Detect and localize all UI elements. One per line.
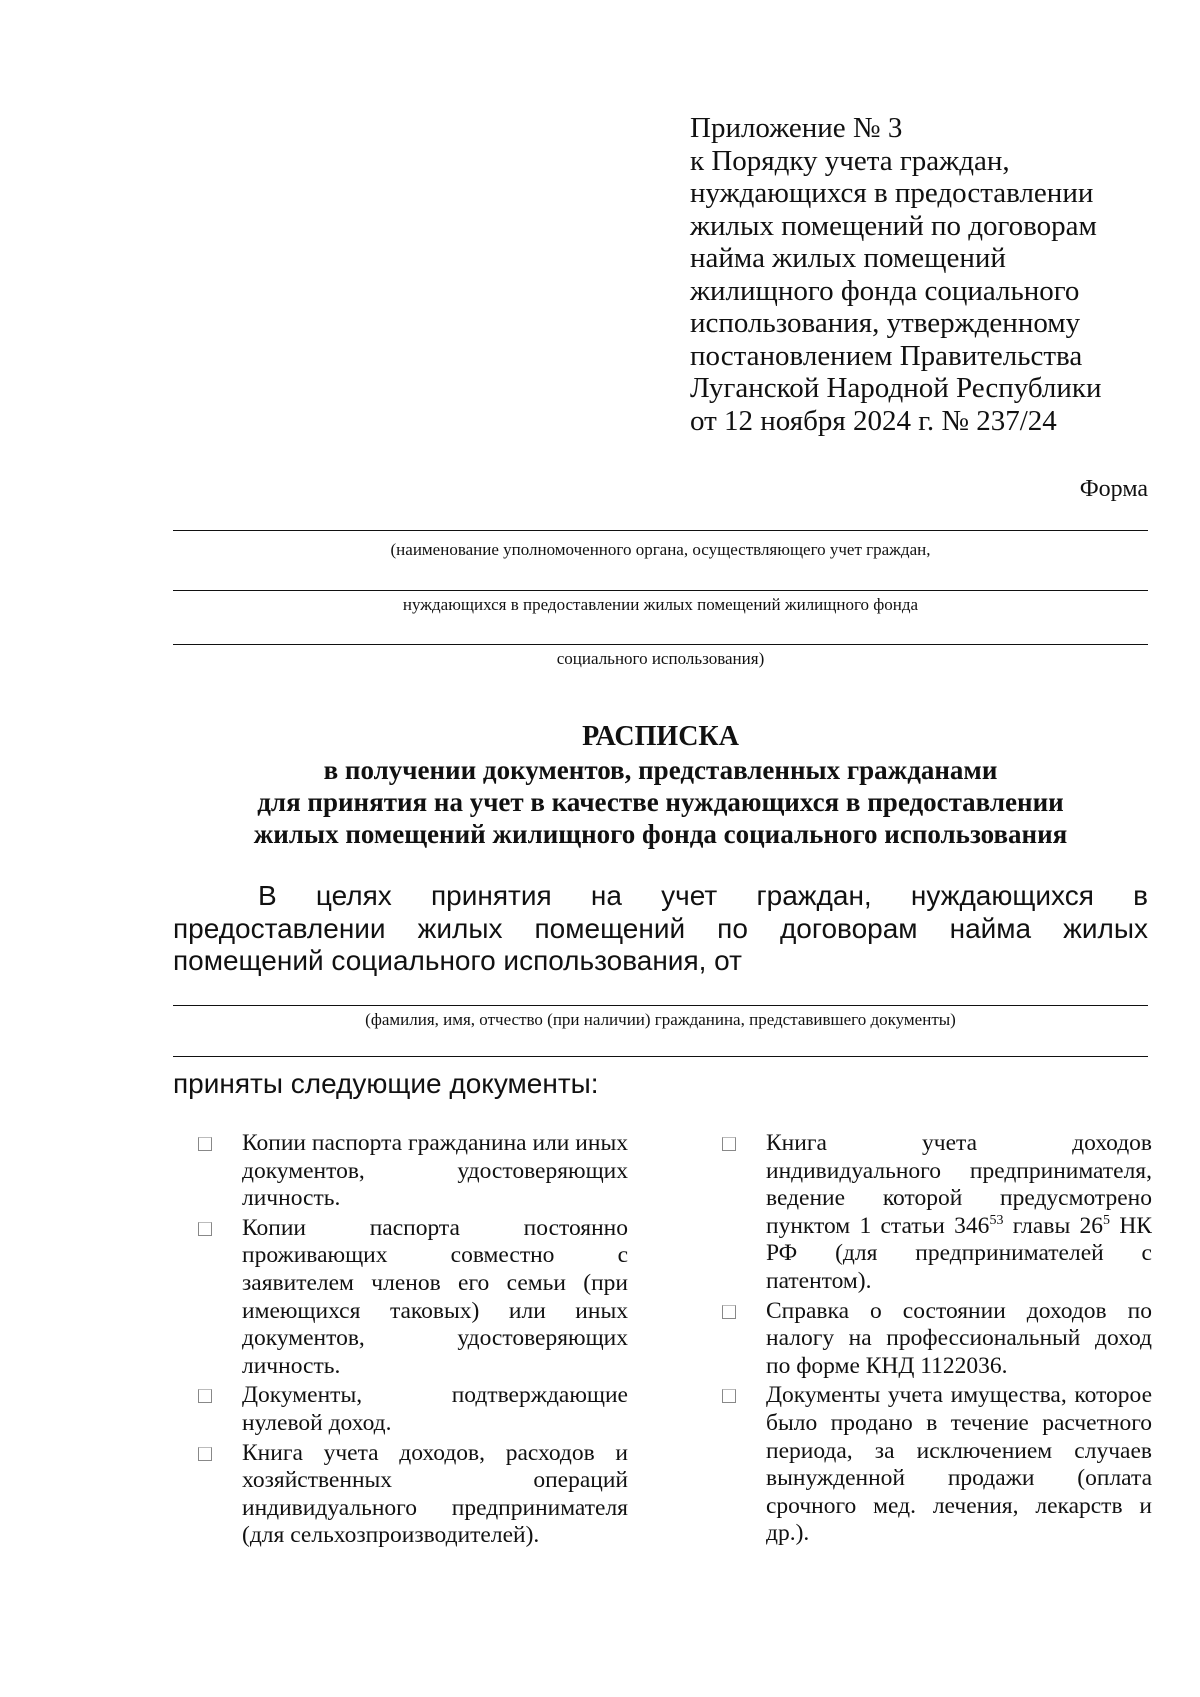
- organ-caption: социального использования): [556, 649, 765, 668]
- document-item: [198, 1215, 628, 1381]
- document-item-text: Книга учета доходов, расходов и хозяйственных операций индивидуального предпринимателя (для сельхозпроизводителей).: [242, 1439, 628, 1549]
- book-text-part: НК РФ (для предпринимателей с патентом).: [766, 1212, 1152, 1294]
- organ-fill-line: [173, 644, 1148, 645]
- title-line: в получении документов, представленных гражданами: [323, 755, 998, 785]
- organ-fill-line: [173, 530, 1148, 531]
- appendix-line: найма жилых помещений: [690, 242, 1006, 274]
- book-text-part: главы 26: [1003, 1212, 1104, 1239]
- title-line: для принятия на учет в качестве нуждающихся в предоставлении: [257, 787, 1064, 817]
- checkbox-icon[interactable]: [722, 1137, 736, 1151]
- organ-fill-line: [173, 590, 1148, 591]
- appendix-line: жилых помещений по договорам: [690, 209, 1097, 242]
- appendix-line: к Порядку учета граждан,: [690, 144, 1010, 177]
- document-item: [722, 1298, 1152, 1381]
- form-label: Форма: [1079, 476, 1148, 502]
- documents-left-column: [198, 1130, 628, 1552]
- appendix-line: от 12 ноября 2024 г. № 237/24: [690, 404, 1057, 437]
- appendix-line: постановлением Правительства: [690, 339, 1083, 372]
- document-item: [198, 1130, 628, 1213]
- document-title: [173, 721, 1148, 850]
- organ-caption: (наименование уполномоченного органа, осуществляющего учет граждан,: [390, 540, 931, 559]
- book-text-part: Книга учета доходов индивидуального предпринимателя, ведение которой предусмотрено пунктом 1 статьи 346: [766, 1130, 1152, 1239]
- checkbox-icon[interactable]: [198, 1447, 212, 1461]
- checkbox-icon[interactable]: [722, 1389, 736, 1403]
- document-item-text: [766, 1130, 1152, 1296]
- document-item-text: Документы учета имущества, которое было продано в течение расчетного периода, за исключением случаев вынужденной продажи (оплата срочного мед. лечения, лекарств и др.).: [766, 1382, 1152, 1547]
- document-item-text: Документы, подтверждающие нулевой доход.: [242, 1382, 628, 1436]
- citizen-caption: (фамилия, имя, отчество (при наличии) гражданина, представившего документы): [365, 1010, 956, 1029]
- article-superscript: 53: [989, 1212, 1004, 1228]
- accepted-label: приняты следующие документы:: [173, 1068, 599, 1099]
- appendix-line: нуждающихся в предоставлении: [690, 177, 1094, 209]
- document-item: [722, 1130, 1152, 1296]
- document-item: [722, 1382, 1152, 1548]
- appendix-line: Приложение № 3: [690, 112, 903, 144]
- checkbox-icon[interactable]: [198, 1137, 212, 1151]
- appendix-line: Луганской Народной Республики: [690, 372, 1102, 404]
- checkbox-icon[interactable]: [722, 1305, 736, 1319]
- checkbox-icon[interactable]: [198, 1222, 212, 1236]
- document-item-text: Копии паспорта гражданина или иных документов, удостоверяющих личность.: [242, 1130, 628, 1212]
- appendix-line: использования, утвержденному: [690, 307, 1081, 339]
- document-item-text: Копии паспорта постоянно проживающих совместно с заявителем членов его семьи (при имеющихся таковых) или иных документов, удостоверяющих личность.: [242, 1214, 628, 1379]
- appendix-line: жилищного фонда социального: [690, 274, 1080, 307]
- title-main: РАСПИСКА: [582, 721, 739, 752]
- documents-right-column: [722, 1130, 1152, 1550]
- document-item-text: Справка о состоянии доходов по налогу на профессиональный доход по форме КНД 1122036.: [766, 1297, 1152, 1379]
- checkbox-icon[interactable]: [198, 1389, 212, 1403]
- organ-caption: нуждающихся в предоставлении жилых помещений жилищного фонда: [402, 595, 919, 614]
- document-item: [198, 1382, 628, 1437]
- title-line: жилых помещений жилищного фонда социального использования: [253, 819, 1068, 849]
- intro-paragraph: В целях принятия на учет граждан, нуждающихся в предоставлении жилых помещений по договорам найма жилых помещений социального использования, от: [173, 880, 1148, 976]
- document-item: [198, 1440, 628, 1550]
- appendix-header: [690, 112, 1160, 437]
- citizen-fill-line: [173, 1005, 1148, 1006]
- citizen-fill-line: [173, 1056, 1148, 1057]
- chapter-superscript: 5: [1103, 1212, 1111, 1228]
